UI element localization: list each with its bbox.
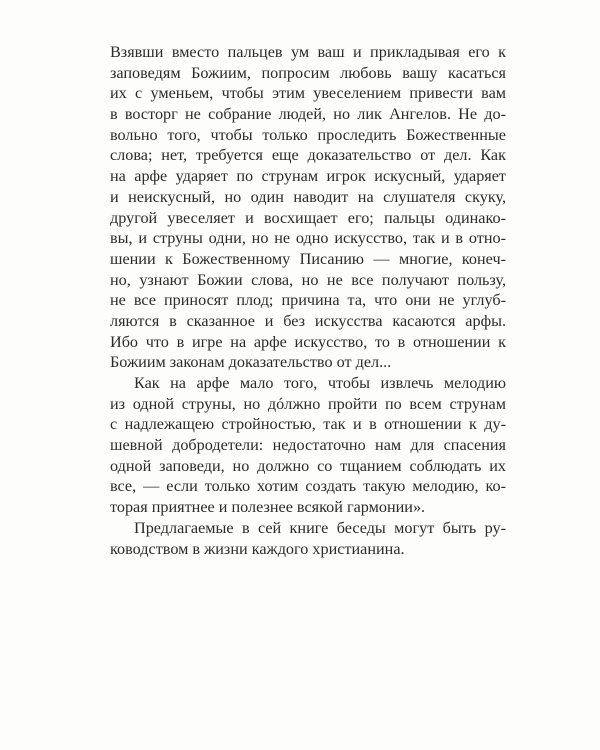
- text-line: ляются в сказанное и без искусства касаются арфы.: [110, 311, 506, 330]
- text-line: слова; нет, требуется еще доказательство от дел. Как: [110, 146, 506, 165]
- text-line: шении к Божественному Писанию — многие, конеч-: [110, 249, 506, 268]
- text-line: ководством в жизни каждого христианина.: [110, 539, 405, 558]
- text-line: Предлагаемые в сей книге беседы могут быть ру-: [134, 518, 506, 537]
- text-line: вольно того, чтобы только проследить Божественные: [110, 125, 506, 144]
- text-line: и неискусный, но один наводит на слушателя скуку,: [110, 187, 506, 206]
- text-line: их с уменьем, чтобы этим увеселением привести вам: [110, 84, 506, 103]
- text-line: Как на арфе мало того, чтобы извлечь мелодию: [134, 374, 506, 392]
- text-line: на арфе ударяет по струнам игрок искусный, ударяет: [110, 167, 506, 186]
- text-line: все, — если только хотим создать такую мелодию, ко-: [110, 477, 506, 496]
- text-line: торая приятнее и полезнее всякой гармонии».: [110, 498, 426, 517]
- text-line: одной заповеди, но должно со тщанием соблюдать их: [110, 456, 506, 475]
- text-line: но, узнают Божии слова, но не все получают пользу,: [110, 270, 506, 289]
- text-line: из одной струны, но дóлжно пройти по всем струнам: [110, 394, 506, 413]
- paragraph-2: [110, 373, 506, 518]
- text-line: Ибо что в игре на арфе искусство, то в отношении к: [110, 332, 506, 351]
- text-line: другой увеселяет и восхищает его; пальцы одинако-: [110, 208, 506, 227]
- text-line: вы, и струны одни, но не одно искусство, так и в отно-: [110, 229, 506, 248]
- paragraph-3: [110, 518, 506, 559]
- text-line: шевной добродетели: недостаточно нам для спасения: [110, 436, 506, 455]
- text-line: с надлежащею стройностью, так и в отношении к ду-: [110, 415, 506, 434]
- text-line: Божиим законам доказательство от дел...: [110, 353, 392, 372]
- text-line: не все приносят плод; причина та, что они не углуб-: [110, 291, 506, 310]
- text-line: Взявши вместо пальцев ум ваш и прикладывая его к: [110, 43, 506, 61]
- paragraph-1: [110, 42, 506, 373]
- body-text: [110, 42, 506, 559]
- text-line: в восторг не собрание людей, но лик Ангелов. Не до-: [110, 105, 506, 124]
- text-line: заповедям Божиим, попросим любовь вашу касаться: [110, 63, 506, 82]
